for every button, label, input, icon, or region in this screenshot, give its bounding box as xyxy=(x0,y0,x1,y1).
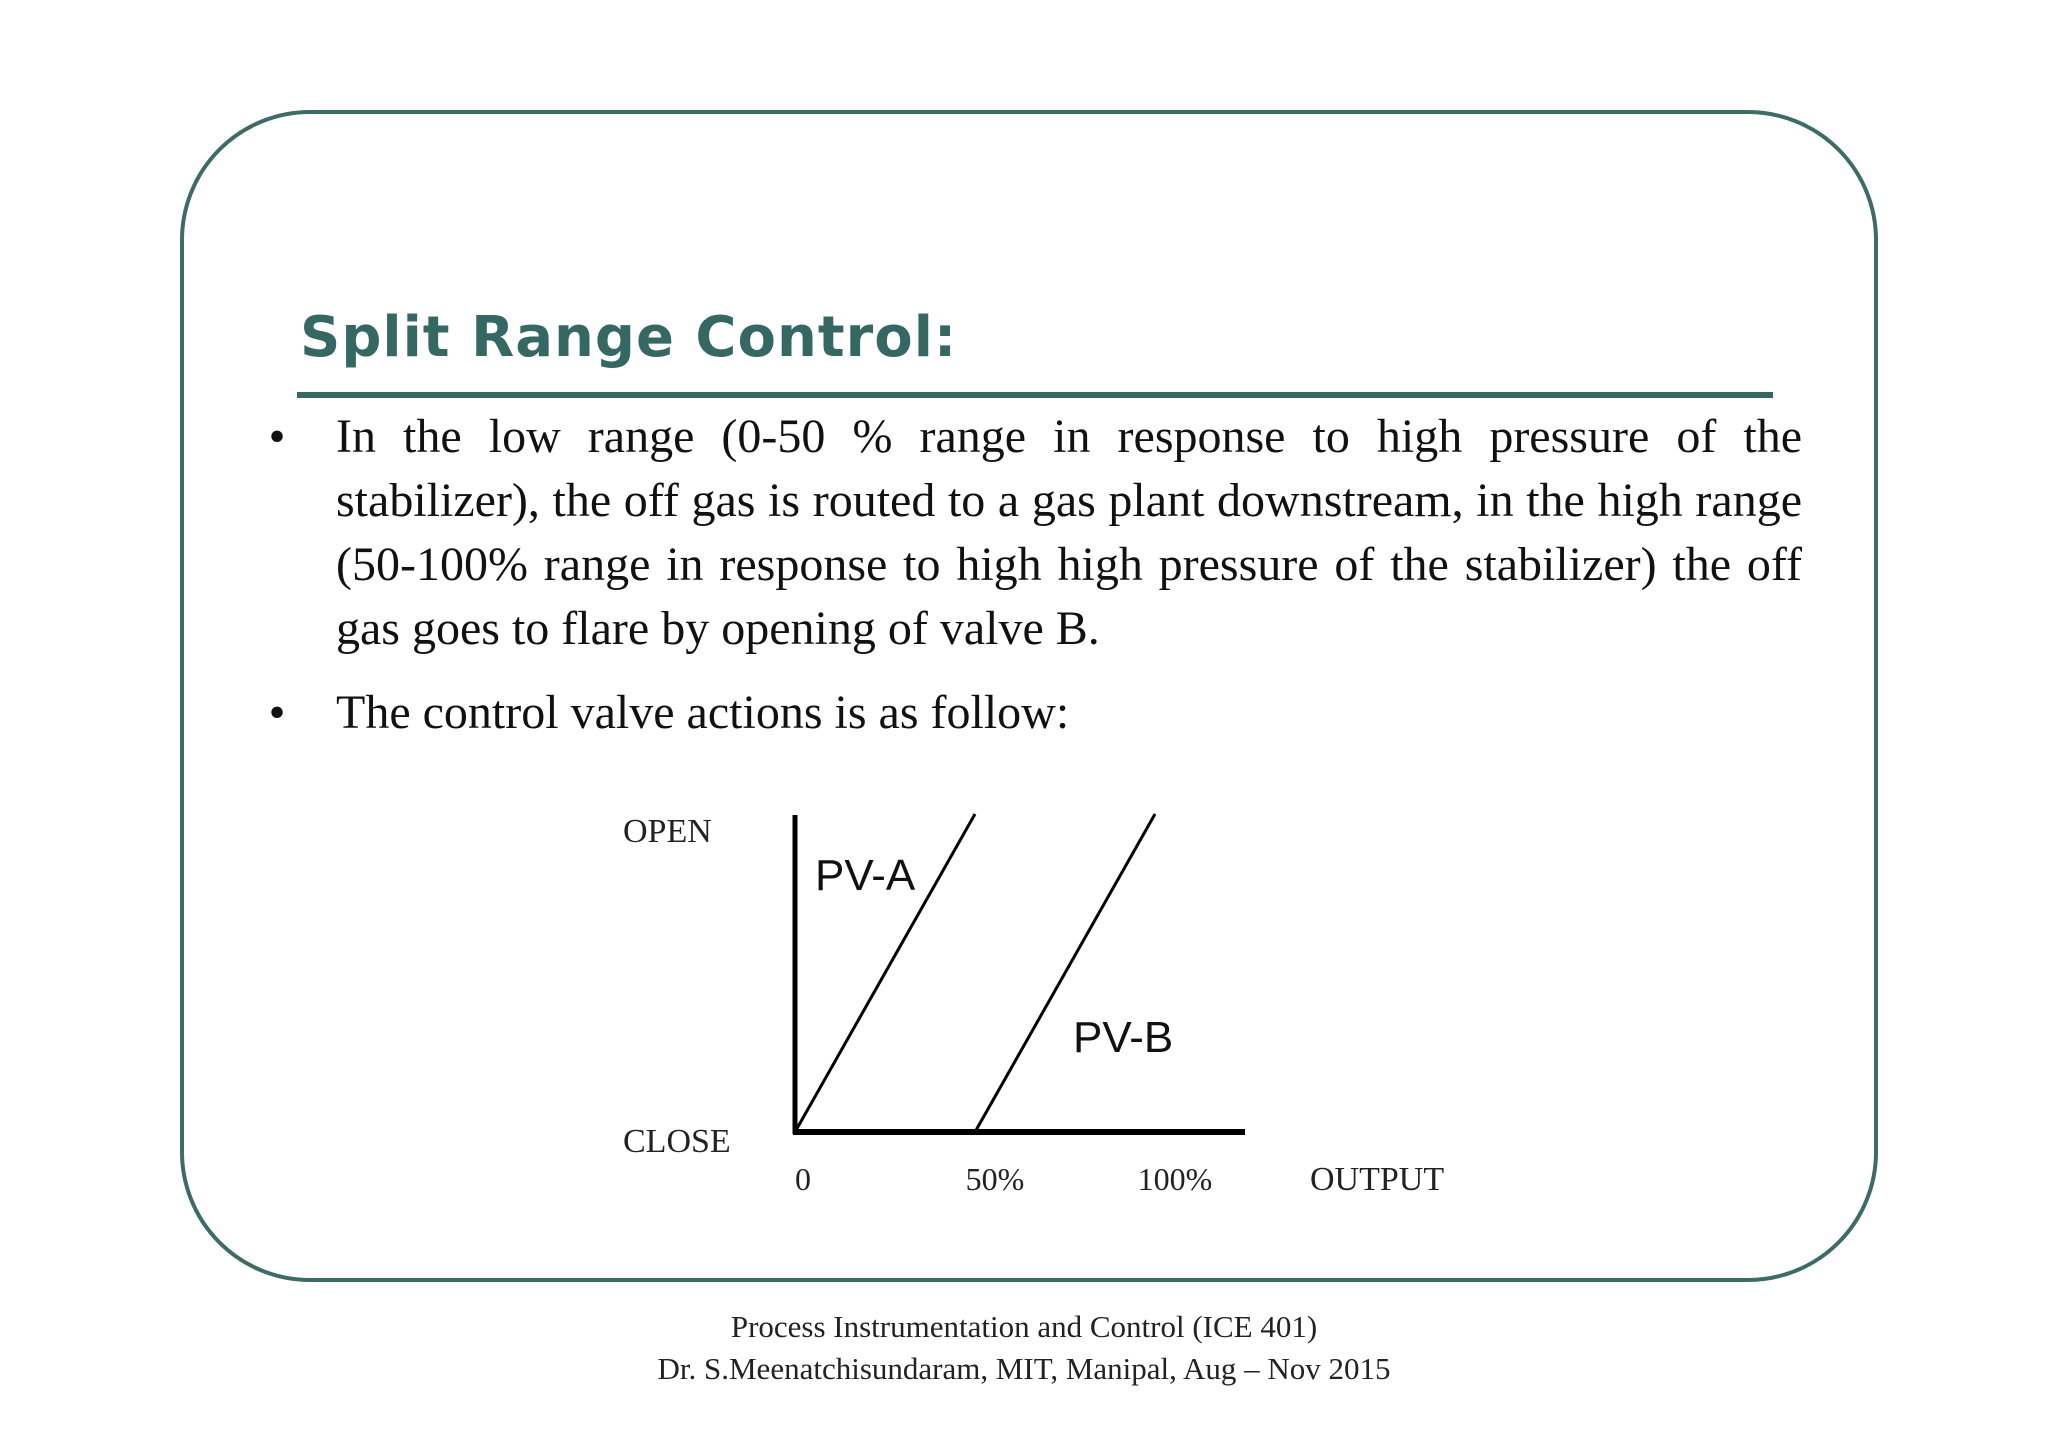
y-top-label: OPEN xyxy=(623,813,712,850)
bullet-dot: • xyxy=(268,410,286,463)
y-bottom-label: CLOSE xyxy=(623,1123,731,1160)
series-label-pv-b: PV-B xyxy=(1073,1013,1174,1062)
series-line-pv-b xyxy=(975,814,1155,1132)
bullet-text: The control valve actions is as follow: xyxy=(336,686,1070,739)
footer xyxy=(0,1306,2048,1390)
slide-title: Split Range Control: xyxy=(300,305,958,370)
bullet-item xyxy=(262,405,1802,661)
x-tick-label: 100% xyxy=(1137,1161,1213,1197)
x-tick-label: 50% xyxy=(965,1161,1025,1197)
x-tick-label: 0 xyxy=(795,1161,811,1197)
x-axis-label: OUTPUT xyxy=(1310,1161,1445,1198)
bullet-list xyxy=(262,405,1802,745)
split-range-chart xyxy=(600,790,1500,1220)
title-underline xyxy=(297,392,1773,398)
chart-marks xyxy=(793,814,1245,1197)
bullet-item xyxy=(262,681,1802,745)
bullet-dot: • xyxy=(268,686,286,739)
series-label-pv-a: PV-A xyxy=(815,851,916,900)
footer-author: Dr. S.Meenatchisundaram, MIT, Manipal, Aug – Nov 2015 xyxy=(657,1351,1391,1386)
footer-course: Process Instrumentation and Control (ICE 401) xyxy=(730,1309,1318,1344)
bullet-text: In the low range (0-50 % range in response to high pressure of the stabilizer), the off gas is routed to a gas plant downstream, in the high range (50-100% range in response to high high pressure of the stabilizer) the off gas goes to flare by opening of valve B. xyxy=(336,410,1802,655)
